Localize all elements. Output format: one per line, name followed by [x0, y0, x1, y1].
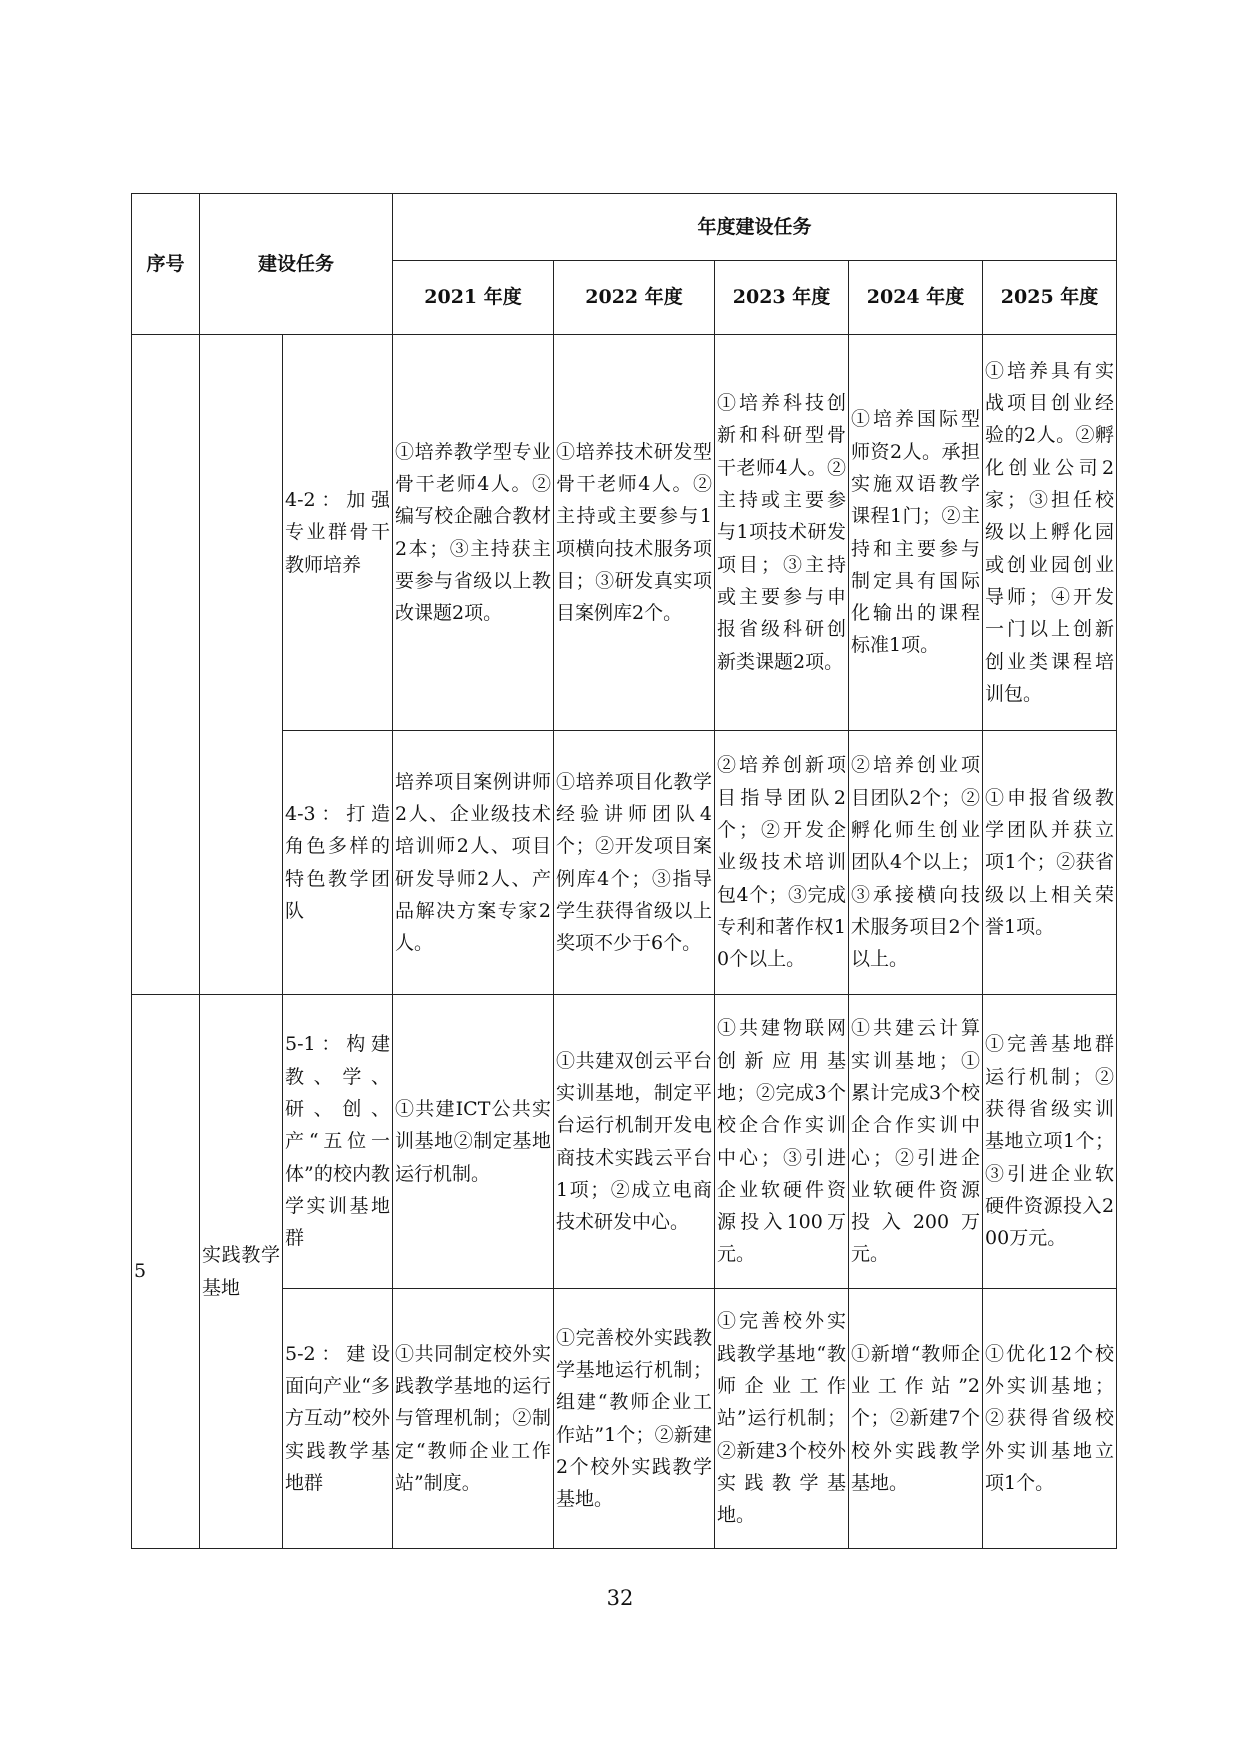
header-year-2024: 2024 年度 — [849, 261, 983, 335]
header-year-2021: 2021 年度 — [393, 261, 554, 335]
page-number: 32 — [606, 1586, 634, 1610]
cell-2021: ①共建ICT公共实训基地②制定基地运行机制。 — [393, 995, 554, 1289]
subtask-cell: 5-1：构建教、学、研、创、产“五位一体”的校内教学实训基地群 — [283, 995, 393, 1289]
cell-2021: ①培养教学型专业骨干老师4人。②编写校企融合教材2本；③主持获主要参与省级以上教改课题2项。 — [393, 335, 554, 731]
cell-2021: 培养项目案例讲师2人、企业级技术培训师2人、项目研发导师2人、产品解决方案专家2人。 — [393, 731, 554, 995]
seq-cell-empty — [132, 335, 200, 995]
cell-2025: ①培养具有实战项目创业经验的2人。②孵化创业公司2家；③担任校级以上孵化园或创业园创业导师；④开发一门以上创新创业类课程培训包。 — [983, 335, 1117, 731]
cell-2025: ①完善基地群运行机制；②获得省级实训基地立项1个；③引进企业软硬件资源投入200万元。 — [983, 995, 1117, 1289]
seq-cell: 5 — [132, 995, 200, 1549]
cell-2023: ①完善校外实践教学基地“教师企业工作站”运行机制；②新建3个校外实践教学基地。 — [715, 1289, 849, 1549]
cell-2022: ①培养技术研发型骨干老师4人。②主持或主要参与1项横向技术服务项目；③研发真实项目案例库2个。 — [554, 335, 715, 731]
table-row — [132, 335, 1117, 731]
cell-2022: ①培养项目化教学经验讲师团队4个；②开发项目案例库4个；③指导学生获得省级以上奖项不少于6个。 — [554, 731, 715, 995]
subtask-cell: 4-2：加强专业群骨干教师培养 — [283, 335, 393, 731]
cell-2025: ①申报省级教学团队并获立项1个；②获省级以上相关荣誉1项。 — [983, 731, 1117, 995]
cell-2022: ①共建双创云平台实训基地，制定平台运行机制开发电商技术实践云平台1项；②成立电商技术研发中心。 — [554, 995, 715, 1289]
header-year-2023: 2023 年度 — [715, 261, 849, 335]
construction-task-table — [131, 193, 1117, 1549]
cell-2022: ①完善校外实践教学基地运行机制；组建“教师企业工作站”1个；②新建2个校外实践教学基地。 — [554, 1289, 715, 1549]
cell-2024: ①新增“教师企业工作站”2个；②新建7个校外实践教学基地。 — [849, 1289, 983, 1549]
cell-2023: ①培养科技创新和科研型骨干老师4人。②主持或主要参与1项技术研发项目；③主持或主要参与申报省级科研创新类课题2项。 — [715, 335, 849, 731]
task-cell: 实践教学基地 — [200, 995, 283, 1549]
header-annual-tasks: 年度建设任务 — [393, 194, 1117, 261]
cell-2024: ①共建云计算实训基地；①累计完成3个校企合作实训中心；②引进企业软硬件资源投入200万元。 — [849, 995, 983, 1289]
subtask-cell: 4-3：打造角色多样的特色教学团队 — [283, 731, 393, 995]
table-row — [132, 995, 1117, 1289]
header-year-2022: 2022 年度 — [554, 261, 715, 335]
subtask-cell: 5-2：建设面向产业“多方互动”校外实践教学基地群 — [283, 1289, 393, 1549]
cell-2025: ①优化12个校外实训基地；②获得省级校外实训基地立项1个。 — [983, 1289, 1117, 1549]
task-cell-empty — [200, 335, 283, 995]
cell-2024: ②培养创业项目团队2个；②孵化师生创业团队4个以上；③承接横向技术服务项目2个以上。 — [849, 731, 983, 995]
cell-2023: ①共建物联网创新应用基地；②完成3个校企合作实训中心；③引进企业软硬件资源投入100万元。 — [715, 995, 849, 1289]
header-task: 建设任务 — [200, 194, 393, 335]
cell-2021: ①共同制定校外实践教学基地的运行与管理机制；②制定“教师企业工作站”制度。 — [393, 1289, 554, 1549]
header-seq: 序号 — [132, 194, 200, 335]
cell-2024: ①培养国际型师资2人。承担实施双语教学课程1门；②主持和主要参与制定具有国际化输出的课程标准1项。 — [849, 335, 983, 731]
header-year-2025: 2025 年度 — [983, 261, 1117, 335]
cell-2023: ②培养创新项目指导团队2个；②开发企业级技术培训包4个；③完成专利和著作权10个以上。 — [715, 731, 849, 995]
